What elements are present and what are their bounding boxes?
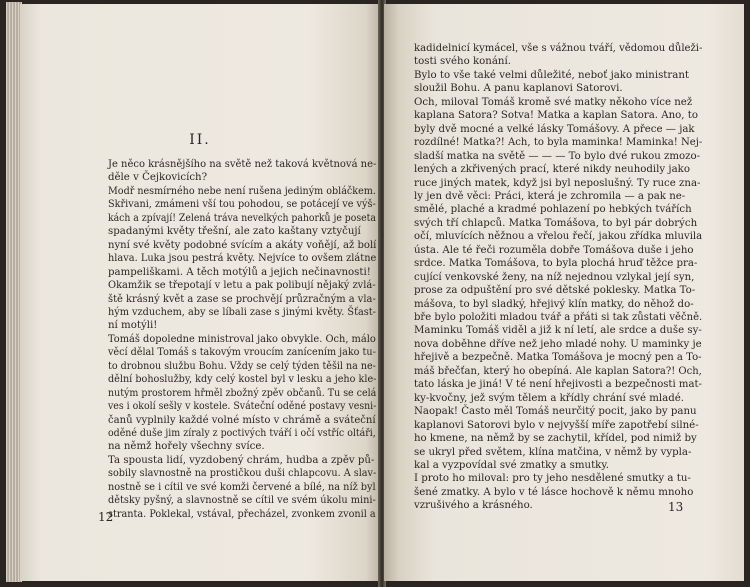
text-line: Tomáš dopoledne ministroval jako obvykle. Och, málo (108, 333, 376, 345)
text-line: hlava. Luka jsou pestrá květy. Nejvíce to ovšem zlátne (108, 253, 377, 265)
text-line: Je něco krásnějšího na světě než taková květnová ne- (108, 159, 377, 170)
text-line: sloužil Bohu. A panu kaplanovi Satorovi. (414, 83, 623, 95)
text-line: rozdílné! Matka?! Ach, to byla maminka! Maminka! Nej- (414, 137, 703, 149)
text-line: cující venkovské ženy, na níž nejednou vzlykal její syn, (414, 271, 695, 283)
text-line: byly dvě mocné a velké lásky Tomášovy. A přece — jak (414, 123, 695, 135)
text-line: Naopak! Často měl Tomáš neurčitý pocit, jako by panu (414, 406, 697, 418)
text-line: Och, miloval Tomáš kromě své matky někoho více než (414, 96, 693, 108)
text-line: máš břečťan, který ho obepíná. Ale kaplan Satora?! Och, (414, 365, 702, 377)
page-number-left: 12 (98, 510, 114, 524)
chapter-heading: II. (189, 132, 211, 148)
text-line: nutým prostorem hřměl zbožný zpěv občanů. Tu se celá (108, 387, 377, 399)
text-line: prose za odpuštění pro své dětské poklesky. Matka To- (414, 285, 696, 297)
text-line: kaplanovi Satorovi bylo v nejvyšší míře zapotřebí silné- (414, 419, 699, 431)
text-line: kal a vyzpovídal své zmatky a smutky. (414, 459, 609, 471)
text-line: ho kmene, na němž by se zachytil, křídel, pod nimiž by (414, 433, 697, 445)
text-line: srdce. Matka Tomášova, to byla plochá hruď těžce pra- (414, 258, 698, 270)
text-line: ky-kvočny, jež svým tělem a křídly chrání své mladé. (414, 392, 685, 404)
left-page (20, 4, 380, 581)
text-line: ly jen dvě věci: Práci, která je zchromila — a pak ne- (414, 190, 686, 202)
text-line: nyní své květy podobné svícím a akáty voňějí, až bolí (108, 239, 377, 251)
text-line: děle v Čejkovicích? (108, 172, 208, 184)
text-line: I proto ho miloval: pro ty jeho nesdělené smutky a tu- (414, 473, 691, 485)
text-line: Maminku Tomáš viděl a již k ní letí, ale srdce a duše sy- (414, 325, 702, 337)
text-line: tosti svého konání. (414, 56, 511, 68)
text-line: ves i okolí sešly v kostele. Sváteční oděné postavy vesni- (108, 401, 377, 413)
text-line: bře bylo položiti mladou tvář a přáti si tak zůstati věčně. (414, 312, 703, 323)
text-line: pampeliškami. A těch motýlů a jejich nečinavnosti! (108, 266, 371, 278)
text-line: oděné duše jim zíraly z poctivých tváří i očí vstříc oltáři, (108, 428, 376, 439)
text-line: dělní bohoslužby, kdy celý kostel byl v lesku a jeho kle- (108, 374, 377, 386)
text-line: to drobnou službu Bohu. Vždy se celý týden těšil na ne- (108, 360, 376, 372)
text-line: hřejivě a bezpečně. Matka Tomášova je mocný pen a To- (414, 352, 702, 364)
text-line: kadidelnicí kymácel, vše s vážnou tváří, vědomou důleži- (414, 43, 703, 54)
text-line: kách a zpívají! Zelená tráva nevelkých pahorků je poseta (108, 212, 376, 224)
text-line: kaplana Satora? Sotva! Matka a kaplan Satora. Ano, to (414, 110, 699, 122)
text-line: sobily slavnostně na prostičkou duši chlapcovu. A slav- (108, 468, 377, 480)
text-line: se ukryl před světem, klína matčina, v němž by vypla- (414, 446, 692, 458)
text-line: nostně se i cítil ve své komži červené a bílé, na níž byl (108, 481, 376, 493)
text-line: Okamžik se třepotají v letu a pak polibují nějaký zvlá- (108, 280, 376, 292)
text-line: hým vzduchem, aby se líbali zase s jinými květy. Šťast- (108, 306, 376, 318)
text-line: ruce jiných matek, když jsi byl neposlušný. Ty ruce zna- (414, 177, 701, 189)
text-line: nova doběhne dříve než jeho mladé nohy. U maminky je (414, 338, 702, 350)
text-line: na němž hořely všechny svíce. (108, 441, 265, 453)
right-page (384, 4, 744, 581)
text-line: Modř nesmírného nebe není rušena jediným obláčkem. (108, 185, 376, 197)
text-line: sladší matka na světě — — — To bylo dvé rukou zmozo- (414, 150, 701, 162)
text-line: spadanými květy třešní, ale zato kaštany vztyčují (108, 226, 361, 238)
page-number-right: 13 (668, 500, 684, 514)
text-line: věcí dělal Tomáš s takovým vroucím zanícením jako tu- (108, 347, 376, 359)
text-line: tato láska je jiná! V té není hřejivosti a bezpečnosti mat- (414, 379, 702, 391)
text-line: mášova, to byl sladký, hřejivý klín matky, do něhož do- (414, 298, 694, 310)
text-line: lených a zkřivených prací, které nikdy neuhodily jako (414, 164, 690, 176)
text-line: očí, mluvících něžnou a vřelou řečí, jakou zřídka mluvila (414, 231, 703, 243)
text-line: dětsky pyšný, a slavnostně se cítil ve svém úkolu mini- (108, 495, 376, 507)
text-line: smělé, plaché a kradmé pohlazení po hebkých tvářích (414, 204, 692, 216)
text-line: Skřivani, zmámeni vší tou pohodou, se potácejí ve výš- (108, 199, 376, 211)
text-line: ústa. Ale té řeči rozuměla dobře Tomášova duše i jeho (414, 244, 694, 256)
text-line: svých tří chlapců. Matka Tomášova, to byl pár dobrých (414, 217, 698, 229)
text-line: ní motýli! (108, 320, 158, 332)
text-line: ště krásný květ a zase se prochvějí průzračným a vla- (108, 293, 376, 305)
text-line: Ta spousta lidí, vyzdobený chrám, hudba a zpěv pů- (108, 454, 375, 466)
text-line: šené zmatky. A bylo v té lásce hochově k němu mnoho (414, 486, 694, 498)
text-line: vzrušivého a krásného. (414, 500, 533, 512)
text-line: stranta. Poklekal, vstával, přecházel, zvonkem zvonil a (108, 508, 376, 520)
text-line: čanů vyplnily každé volné místo v chrámě a sváteční (108, 414, 376, 426)
text-line: Bylo to vše také velmi důležité, neboť jako ministrant (414, 69, 690, 81)
